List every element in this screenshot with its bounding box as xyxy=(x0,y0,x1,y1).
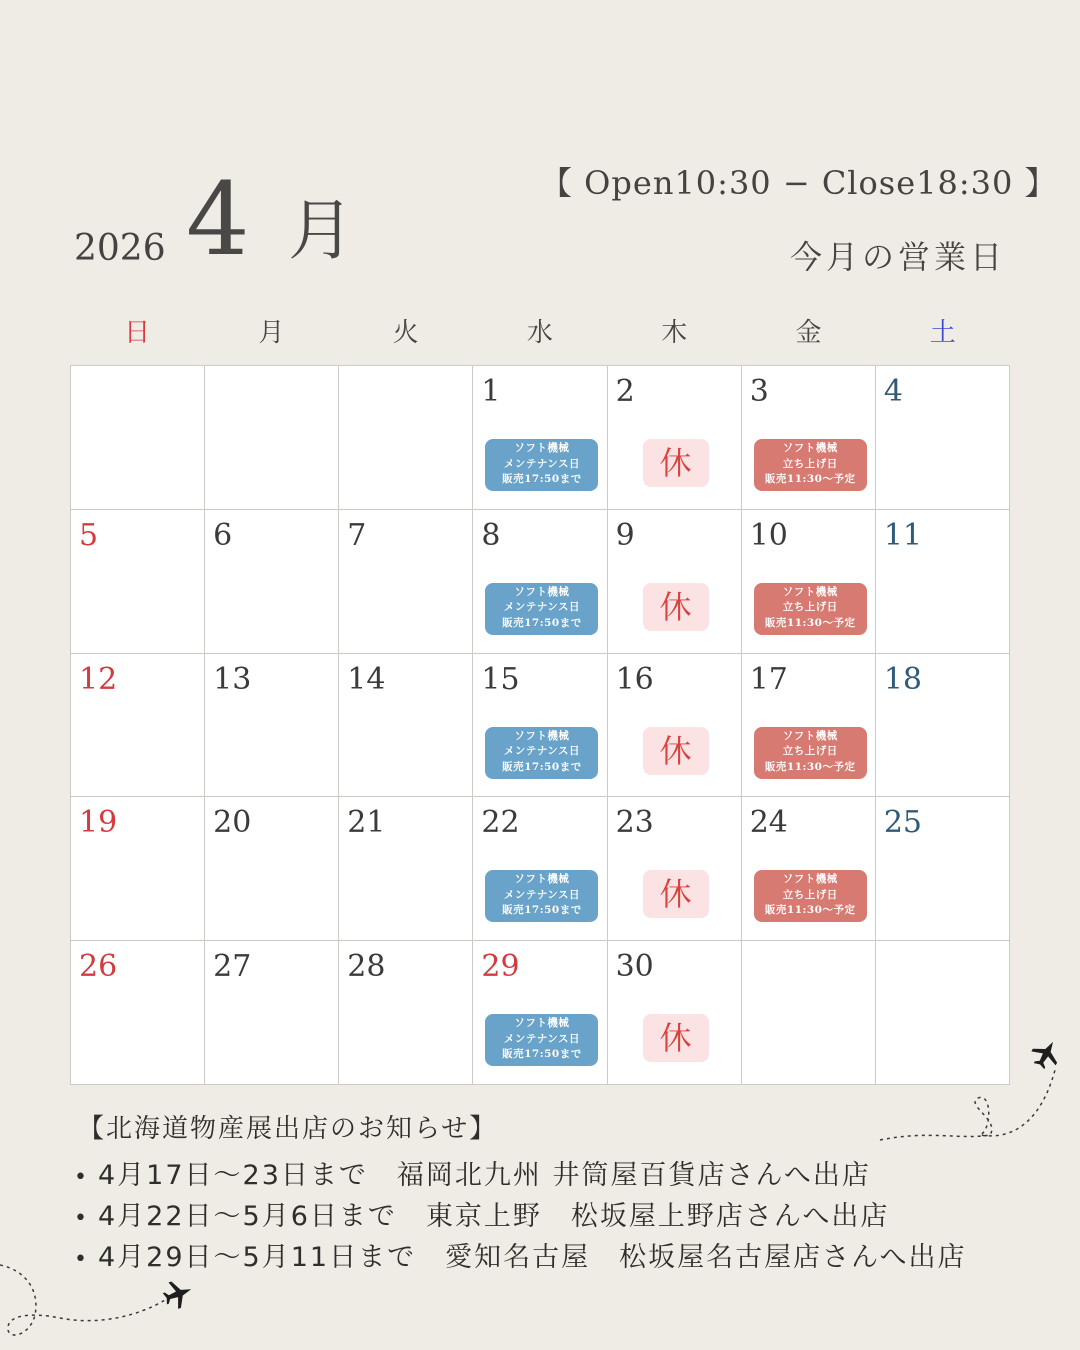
calendar-cell xyxy=(339,654,473,798)
day-number: 5 xyxy=(79,517,99,553)
notice-item: • 4月29日〜5月11日まで 愛知名古屋 松坂屋名古屋店さんへ出店 xyxy=(74,1238,967,1279)
day-number: 24 xyxy=(749,805,788,841)
day-number: 8 xyxy=(481,517,501,553)
badge-line: 販売11:30〜予定 xyxy=(764,473,856,485)
startup-badge xyxy=(754,870,867,922)
day-number: 21 xyxy=(347,805,386,841)
calendar-cell xyxy=(205,654,339,798)
day-number: 11 xyxy=(883,517,923,553)
calendar-cell xyxy=(339,797,473,941)
badge-line: メンテナンス日 xyxy=(503,457,580,470)
airplane-icon xyxy=(160,1276,196,1312)
notice-title: 【北海道物産展出店のお知らせ】 xyxy=(78,1114,498,1144)
badge-line: 販売17:50まで xyxy=(502,1048,582,1061)
startup-badge xyxy=(754,727,867,779)
calendar-cell xyxy=(71,366,205,510)
day-number: 3 xyxy=(749,374,769,409)
business-hours: 【 Open10:30 − Close18:30 】 xyxy=(540,164,1058,202)
day-number: 15 xyxy=(481,661,520,697)
airplane-icon xyxy=(1027,1035,1065,1073)
day-number: 19 xyxy=(79,805,118,841)
badge-line: ソフト機械 xyxy=(514,873,570,886)
maintenance-badge xyxy=(485,583,598,635)
badge-line: 販売11:30〜予定 xyxy=(764,616,856,629)
maintenance-badge xyxy=(485,870,598,922)
day-number: 22 xyxy=(481,805,520,841)
closed-badge: 休 xyxy=(643,870,709,918)
calendar-cell xyxy=(473,366,607,510)
badge-line: 販売17:50まで xyxy=(502,616,582,629)
closed-badge: 休 xyxy=(643,439,709,487)
calendar-cell xyxy=(71,510,205,654)
day-number: 1 xyxy=(481,374,501,409)
badge-line: ソフト機械 xyxy=(782,442,838,454)
weekday-tue: 火 xyxy=(392,318,419,348)
day-number: 25 xyxy=(883,805,923,841)
maintenance-badge xyxy=(485,439,598,491)
day-number: 14 xyxy=(347,661,386,697)
calendar-cell xyxy=(473,654,607,798)
notice-item: • 4月17日〜23日まで 福岡北九州 井筒屋百貨店さんへ出店 xyxy=(74,1156,967,1197)
badge-line: メンテナンス日 xyxy=(503,1032,580,1045)
year: 2026 xyxy=(74,228,166,269)
badge-line: 立ち上げ日 xyxy=(782,888,838,901)
badge-line: ソフト機械 xyxy=(782,729,838,742)
weekday-header xyxy=(70,312,1010,352)
badge-line: メンテナンス日 xyxy=(503,601,580,614)
calendar-cell xyxy=(876,654,1010,798)
closed-badge: 休 xyxy=(643,1014,709,1062)
day-number: 16 xyxy=(615,661,654,697)
calendar-cell xyxy=(71,797,205,941)
badge-line: 立ち上げ日 xyxy=(782,601,838,614)
badge-line: ソフト機械 xyxy=(514,585,570,598)
badge-line: ソフト機械 xyxy=(782,585,838,598)
calendar-grid xyxy=(70,365,1010,1085)
calendar-cell xyxy=(742,797,876,941)
calendar-cell xyxy=(205,366,339,510)
weekday-fri: 金 xyxy=(795,318,822,348)
day-number: 13 xyxy=(213,661,252,697)
calendar-cell xyxy=(71,941,205,1085)
calendar-cell xyxy=(473,510,607,654)
weekday-wed: 水 xyxy=(526,318,553,348)
day-number: 17 xyxy=(749,661,788,697)
badge-line: ソフト機械 xyxy=(514,729,570,742)
day-number: 20 xyxy=(213,805,252,841)
badge-line: 販売17:50まで xyxy=(502,760,582,773)
flight-path-top-right xyxy=(870,1030,1080,1150)
startup-badge xyxy=(754,439,867,491)
day-number: 2 xyxy=(615,374,635,409)
calendar-cell xyxy=(742,366,876,510)
month-kanji: 月 xyxy=(288,192,354,269)
calendar-subtitle: 今月の営業日 xyxy=(790,238,1007,276)
calendar-cell xyxy=(205,510,339,654)
calendar-cell xyxy=(608,941,742,1085)
calendar-cell xyxy=(608,510,742,654)
calendar-cell xyxy=(876,510,1010,654)
badge-line: ソフト機械 xyxy=(782,873,838,886)
calendar-cell xyxy=(473,941,607,1085)
closed-badge: 休 xyxy=(643,727,709,775)
closed-badge: 休 xyxy=(643,583,709,631)
startup-badge xyxy=(754,583,867,635)
badge-line: 販売17:50まで xyxy=(502,473,582,485)
day-number: 12 xyxy=(79,661,118,697)
badge-line: ソフト機械 xyxy=(514,442,570,454)
weekday-mon: 月 xyxy=(258,318,285,348)
day-number: 28 xyxy=(347,949,386,985)
maintenance-badge xyxy=(485,727,598,779)
flight-path-bottom-left xyxy=(0,1260,210,1350)
day-number: 30 xyxy=(615,949,654,985)
day-number: 18 xyxy=(883,661,923,697)
day-number: 27 xyxy=(213,949,252,985)
calendar-cell xyxy=(608,797,742,941)
calendar-cell xyxy=(205,797,339,941)
day-number: 7 xyxy=(347,517,367,553)
badge-line: 販売11:30〜予定 xyxy=(764,760,856,773)
day-number: 6 xyxy=(213,517,233,553)
calendar-cell xyxy=(339,366,473,510)
calendar-cell xyxy=(473,797,607,941)
calendar-cell xyxy=(608,654,742,798)
weekday-sun: 日 xyxy=(124,318,151,348)
badge-line: メンテナンス日 xyxy=(503,888,580,901)
day-number: 10 xyxy=(749,517,788,553)
day-number: 29 xyxy=(481,949,520,985)
badge-line: 販売17:50まで xyxy=(502,904,582,917)
badge-line: 立ち上げ日 xyxy=(782,457,838,470)
calendar-cell xyxy=(339,510,473,654)
calendar-cell xyxy=(205,941,339,1085)
calendar-cell xyxy=(876,366,1010,510)
day-number: 4 xyxy=(883,374,903,409)
calendar-cell xyxy=(742,654,876,798)
weekday-sat: 土 xyxy=(929,318,956,348)
weekday-thu: 木 xyxy=(661,318,688,348)
calendar-cell xyxy=(608,366,742,510)
day-number: 26 xyxy=(79,949,118,985)
month-number: 4 xyxy=(186,161,250,278)
maintenance-badge xyxy=(485,1014,598,1066)
calendar-cell xyxy=(71,654,205,798)
calendar-cell xyxy=(742,510,876,654)
calendar-cell xyxy=(742,941,876,1085)
day-number: 9 xyxy=(615,517,635,553)
day-number: 23 xyxy=(615,805,654,841)
calendar-cell xyxy=(876,797,1010,941)
notice-item: • 4月22日〜5月6日まで 東京上野 松坂屋上野店さんへ出店 xyxy=(74,1197,967,1238)
badge-line: 販売11:30〜予定 xyxy=(764,904,856,917)
badge-line: 立ち上げ日 xyxy=(782,745,838,758)
calendar-cell xyxy=(339,941,473,1085)
badge-line: メンテナンス日 xyxy=(503,745,580,758)
badge-line: ソフト機械 xyxy=(514,1017,570,1030)
